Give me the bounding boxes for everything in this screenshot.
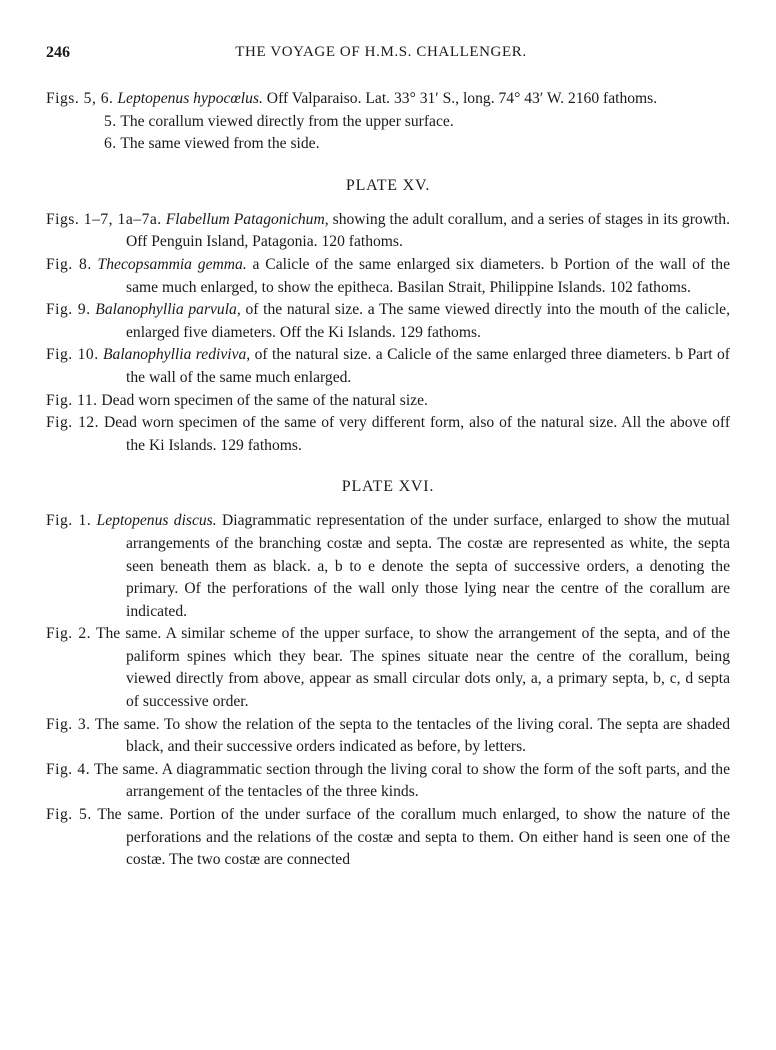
page-header [46,44,716,68]
caption-text: of the natural size. a The same viewed directly into the mouth of the calicle, enlarged five diameters. Off the Ki Islands. 129 fathoms. [126,301,730,341]
caption-text: of the natural size. a Calicle of the same enlarged three diameters. b Part of the wall of the same much enlarged. [126,346,731,386]
figure-caption [46,714,730,759]
caption-text: The corallum viewed directly from the upper surface. [116,112,454,130]
figure-caption [46,390,730,413]
species-name: Balanophyllia rediviva, [103,346,251,364]
figure-label: 5. [104,112,117,130]
caption-text: Diagrammatic representation of the under surface, enlarged to show the mutual arrangements of the branching costæ and septa. The costæ are represented as white, the septa seen beneath them as black. a, b to e denote the septa of successive orders, a denoting the primary. Of the perforations of the wall only those lying near the centre of the corallum are indicated. [126,512,730,620]
figure-caption [46,111,730,134]
page-content [46,88,730,872]
species-name: Leptopenus hypocœlus. [117,90,263,107]
figure-caption [46,759,730,804]
figure-caption [46,510,730,623]
species-name: Leptopenus discus. [96,512,217,530]
species-name: Balanophyllia parvula, [95,301,241,319]
caption-text: The same. A diagrammatic section through the living coral to show the form of the soft parts, and the arrangement of the tentacles of the three kinds. [90,760,730,801]
figure-label: Fig. 1. [46,512,92,530]
figure-label: Fig. 11. [46,391,98,409]
figure-label: Fig. 2. [46,625,92,643]
figure-label: Figs. 1–7, 1a–7a. [46,210,162,228]
figure-caption [46,299,730,344]
figure-caption [46,209,730,254]
figure-caption [46,88,730,111]
running-title: THE VOYAGE OF H.M.S. CHALLENGER. [235,44,527,60]
figure-label: 6. [104,135,117,153]
caption-text: showing the adult corallum, and a series of stages in its growth. Off Penguin Island, Patagonia. 120 fathoms. [126,210,730,251]
page-number: 246 [46,44,70,61]
caption-text: The same. Portion of the under surface of the corallum much enlarged, to show the nature of the perforations and the relations of the costæ and septa to them. On either hand is seen one of the costæ. The two costæ are connected [91,806,730,869]
caption-text: The same viewed from the side. [116,135,320,153]
caption-text: Dead worn specimen of the same of very different form, also of the natural size. All the above off the Ki Islands. 129 fathoms. [99,414,731,454]
figure-label: Fig. 3. [46,715,91,733]
plate-heading: PLATE XVI. [341,478,435,496]
figure-label: Fig. 12. [46,414,100,432]
figure-label: Fig. 9. [46,301,91,319]
plate-heading: PLATE XV. [345,176,431,194]
species-name: Flabellum Patagonichum, [165,210,329,228]
caption-text: The same. A similar scheme of the upper surface, to show the arrangement of the septa, and of the paliform spines which they bear. The spines situate near the centre of the corallum, being viewed directly from above, appear as small circular dots only, a, a primary septa, b, c, d septa of successive order. [91,625,730,711]
caption-text: a Calicle of the same enlarged six diameters. b Portion of the wall of the same much enlarged, to show the epitheca. Basilan Strait, Philippine Islands. 102 fathoms. [126,255,730,296]
figure-label: Figs. 5, 6. [46,90,114,107]
species-name: Thecopsammia gemma. [97,255,247,273]
figure-label: Fig. 10. [46,346,99,364]
figure-caption [46,254,730,299]
caption-text: Dead worn specimen of the same of the natural size. [97,391,428,409]
figure-caption [46,412,730,457]
figure-caption [46,804,730,872]
caption-text: The same. To show the relation of the septa to the tentacles of the living coral. The septa are shaded black, and their successive orders indicated as before, by letters. [90,715,730,756]
figure-label: Fig. 8. [46,255,92,273]
figure-caption [46,344,730,389]
caption-text: Off Valparaiso. Lat. 33° 31′ S., long. 74° 43′ W. 2160 fathoms. [262,90,658,107]
figure-label: Fig. 5. [46,806,92,824]
figure-caption [46,623,730,713]
figure-caption [46,133,730,156]
figure-label: Fig. 4. [46,760,91,778]
